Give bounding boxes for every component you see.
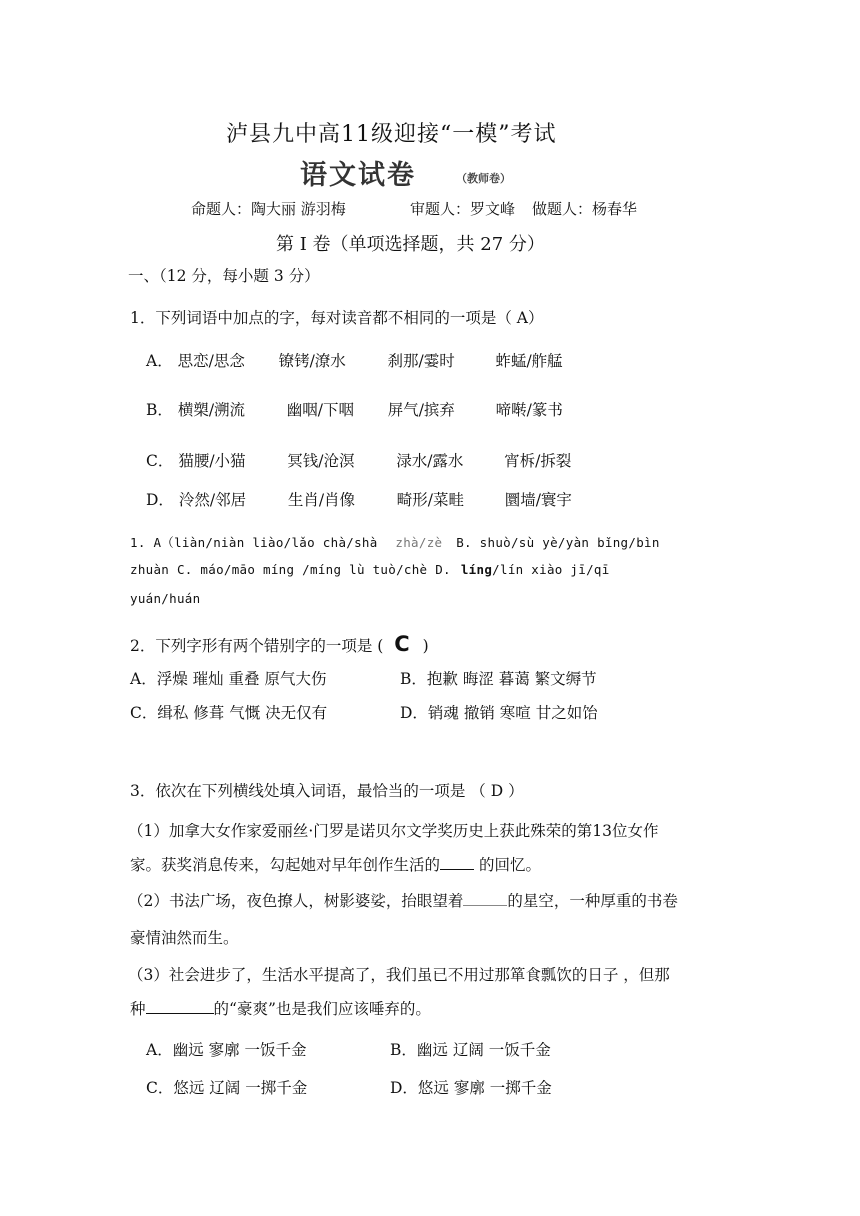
question-3-option-b: B．幽远 辽阔 一饭千金 [390,1041,551,1059]
question-3-sentence-2-line-2: 豪情油然而生。 [130,929,239,947]
sentence-text: 的回忆。 [474,856,541,874]
option-word: 镣铐/潦水 [278,352,346,370]
option-word: 屏气/摈弃 [387,401,455,419]
question-2-stem-end: ) [422,637,429,655]
question-1-option-c [146,449,571,471]
option-word: 横槊/溯流 [177,401,246,419]
section-one-heading: 一、（12 分，每小题 3 分） [128,267,320,285]
sentence-text: （2）书法广场，夜色撩人，树影婆娑，抬眼望着 [128,892,464,910]
fill-blank [440,855,474,870]
option-label: D． [146,491,174,509]
pinyin-text: /lín xiào jī/qī [492,562,610,577]
reviewer: 审题人：罗文峰 [410,200,516,218]
sentence-text: 的“豪爽”也是我们应该唾弃的。 [213,1000,431,1018]
option-word: 生肖/肖像 [287,491,356,509]
option-word: 思恋/思念 [177,352,245,370]
option-word: 宵柝/拆裂 [504,452,572,470]
question-2-stem-text: 2．下列字形有两个错别字的一项是 ( [130,637,384,655]
sentence-text: 家。获奖消息传来，勾起她对早年创作生活的 [130,856,441,874]
question-1-option-d [146,488,572,510]
question-2-stem [130,632,429,656]
option-word: 圜墙/寰宇 [504,491,572,509]
sentence-text: 的星空，一种厚重的书卷 [507,892,678,910]
question-3-option-d: D．悠远 寥廓 一掷千金 [390,1079,552,1097]
question-1-option-b [146,398,563,420]
solver: 做题人：杨春华 [532,200,638,218]
fill-blank [463,891,507,906]
question-1-option-a [146,349,563,371]
option-label: C． [146,452,174,470]
option-word: 泠然/邻居 [178,491,247,509]
answer-explanation-line-2 [130,562,610,577]
pinyin-text: zhuàn C. máo/māo míng /míng lù tuò/chè D. [130,562,451,577]
question-3-stem: 3．依次在下列横线处填入词语，最恰当的一项是 （ D ） [130,782,524,800]
question-3-sentence-1-line-1: （1）加拿大女作家爱丽丝·门罗是诺贝尔文学奖历史上获此殊荣的第13位女作 [128,822,659,840]
fill-blank [146,999,214,1014]
question-2-option-c: C．缉私 修葺 气慨 决无仅有 [130,704,328,722]
question-3-sentence-3-line-1: （3）社会进步了，生活水平提高了，我们虽已不用过那箪食瓢饮的日子 ，但那 [128,966,670,984]
option-label: A． [146,352,173,370]
option-word: 畸形/菜畦 [396,491,464,509]
question-2-option-b: B．抱歉 晦涩 暮蔼 繁文缛节 [400,670,597,688]
question-3-sentence-1-line-2 [130,853,541,875]
answer-explanation-line-1 [130,533,660,551]
question-3-option-a: A．幽远 寥廓 一饭千金 [146,1041,307,1059]
question-3-option-c: C．悠远 辽阔 一掷千金 [146,1079,308,1097]
exam-title: 泸县九中高11级迎接“一模”考试 [226,122,557,147]
option-word: 幽咽/下咽 [286,401,354,419]
option-word: 猫腰/小猫 [178,452,246,470]
exam-subtitle: 语文试卷 [300,160,416,191]
question-2-answer: C [394,632,410,656]
pinyin-text-gray: zhà/zè [395,535,443,550]
option-word: 渌水/露水 [396,452,464,470]
teacher-version-tag: （教师卷） [456,172,511,185]
answer-explanation-line-3: yuán/huán [130,591,201,606]
question-2-option-d: D．销魂 撤销 寒喧 甘之如饴 [400,704,598,722]
question-3-sentence-3-line-2 [130,997,431,1019]
question-1-stem: 1．下列词语中加点的字，每对读音都不相同的一项是（ A） [130,309,544,327]
pinyin-text: 1. A（liàn/niàn liào/lǎo chà/shà [130,535,378,550]
option-label: B． [146,401,173,419]
authors: 命题人：陶大丽 游羽梅 [191,200,346,218]
question-2-option-a: A．浮燥 璀灿 重叠 原气大伤 [130,670,327,688]
option-word: 冥钱/沧溟 [287,452,355,470]
pinyin-text: B. shuò/sù yè/yàn bǐng/bìn [456,535,660,550]
option-word: 啼啭/篆书 [495,401,563,419]
option-word: 蚱蜢/舴艋 [495,352,563,370]
option-word: 刹那/霎时 [387,352,455,370]
question-3-sentence-2-line-1 [128,889,678,911]
pinyin-text-bold: líng [460,562,493,577]
sentence-text: 种 [130,1000,146,1018]
part-one-title: 第 I 卷（单项选择题，共 27 分） [276,234,545,255]
